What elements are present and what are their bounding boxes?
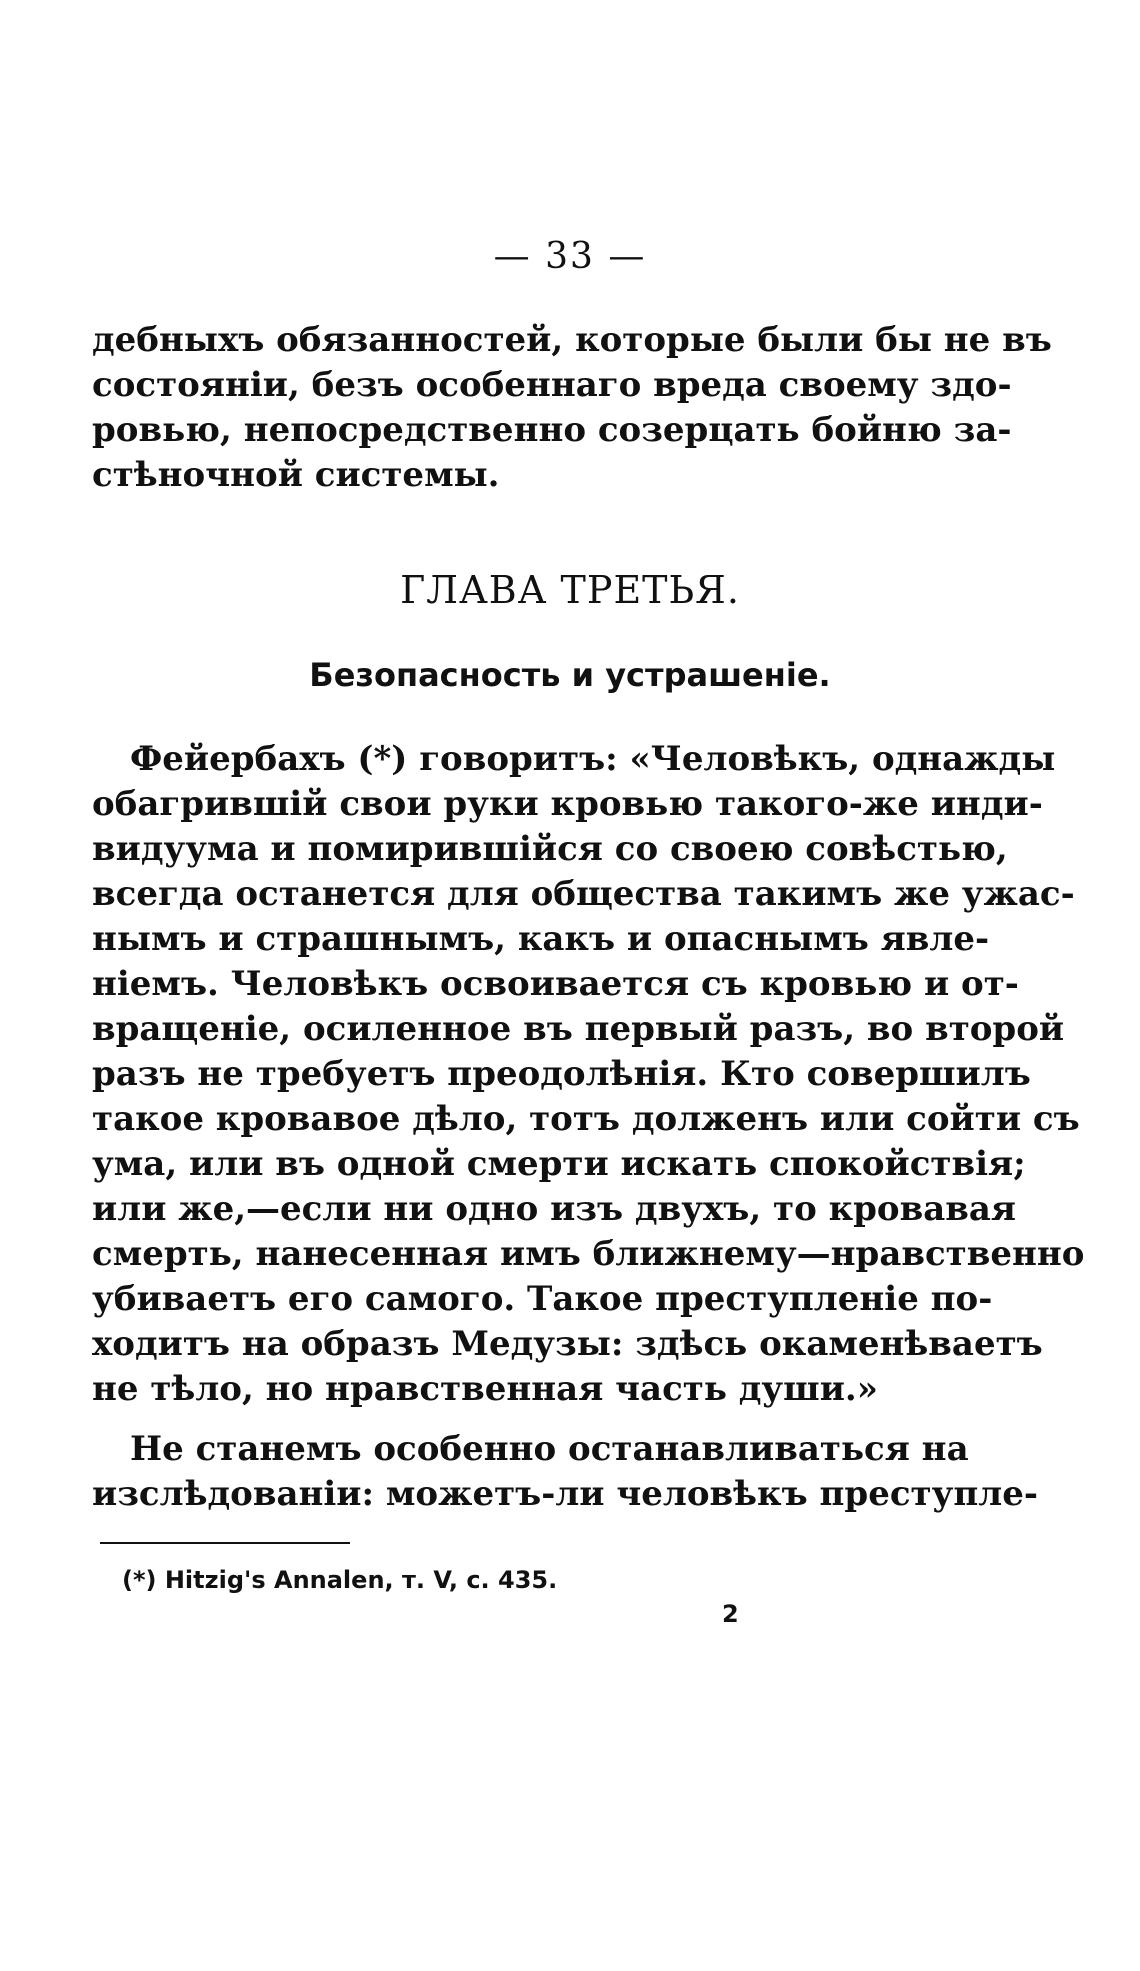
text-line: ходитъ на образъ Медузы: здѣсь окаменѣваетъ: [92, 1324, 1043, 1364]
text-line: всегда останется для общества такимъ же ужас-: [92, 874, 1075, 914]
text-line: смерть, нанесенная имъ ближнему—нравственно: [92, 1234, 1085, 1274]
footnote-divider: [100, 1542, 350, 1544]
text-line: видуума и помирившiйся со своею совѣстью,: [92, 829, 1008, 869]
paragraph-quote: [92, 737, 1085, 1412]
text-line: убиваетъ его самого. Такое преступленiе по-: [92, 1279, 993, 1319]
paragraph-next: [92, 1427, 1038, 1517]
signature-mark: 2: [722, 1600, 739, 1628]
text-line: изслѣдованiи: можетъ-ли человѣкъ преступле-: [92, 1474, 1038, 1514]
text-line: состоянiи, безъ особеннаго вреда своему здо-: [92, 365, 1012, 405]
text-line: Фейербахъ (*) говоритъ: «Человѣкъ, однажды: [130, 739, 1056, 779]
text-line: ровью, непосредственно созерцать бойню за-: [92, 410, 1012, 450]
page-number: — 33 —: [493, 236, 647, 277]
chapter-title: ГЛАВА ТРЕТЬЯ.: [400, 568, 740, 612]
chapter-subtitle: Безопасность и устрашенiе.: [309, 656, 831, 694]
text-line: разъ не требуетъ преодолѣнiя. Кто совершилъ: [92, 1054, 1031, 1094]
text-line: нiемъ. Человѣкъ освоивается съ кровью и от-: [92, 964, 1019, 1004]
text-line: дебныхъ обязанностей, которые были бы не въ: [92, 320, 1052, 360]
text-line: обагрившiй свои руки кровью такого-же инди-: [92, 784, 1043, 824]
text-line: вращенiе, осиленное въ первый разъ, во второй: [92, 1009, 1065, 1049]
text-line: или же,—если ни одно изъ двухъ, то кровавая: [92, 1189, 1017, 1229]
text-line: ума, или въ одной смерти искать спокойствiя;: [92, 1144, 1026, 1184]
footnote: (*) Hitzig's Annalen, т. V, с. 435.: [122, 1566, 558, 1594]
text-line: стѣночной системы.: [92, 455, 500, 495]
paragraph-continued: [92, 318, 1052, 498]
text-line: не тѣло, но нравственная часть души.»: [92, 1369, 879, 1409]
text-line: Не станемъ особенно останавливаться на: [130, 1429, 969, 1469]
text-line: нымъ и страшнымъ, какъ и опаснымъ явле-: [92, 919, 990, 959]
text-line: такое кровавое дѣло, тотъ долженъ или сойти съ: [92, 1099, 1080, 1139]
